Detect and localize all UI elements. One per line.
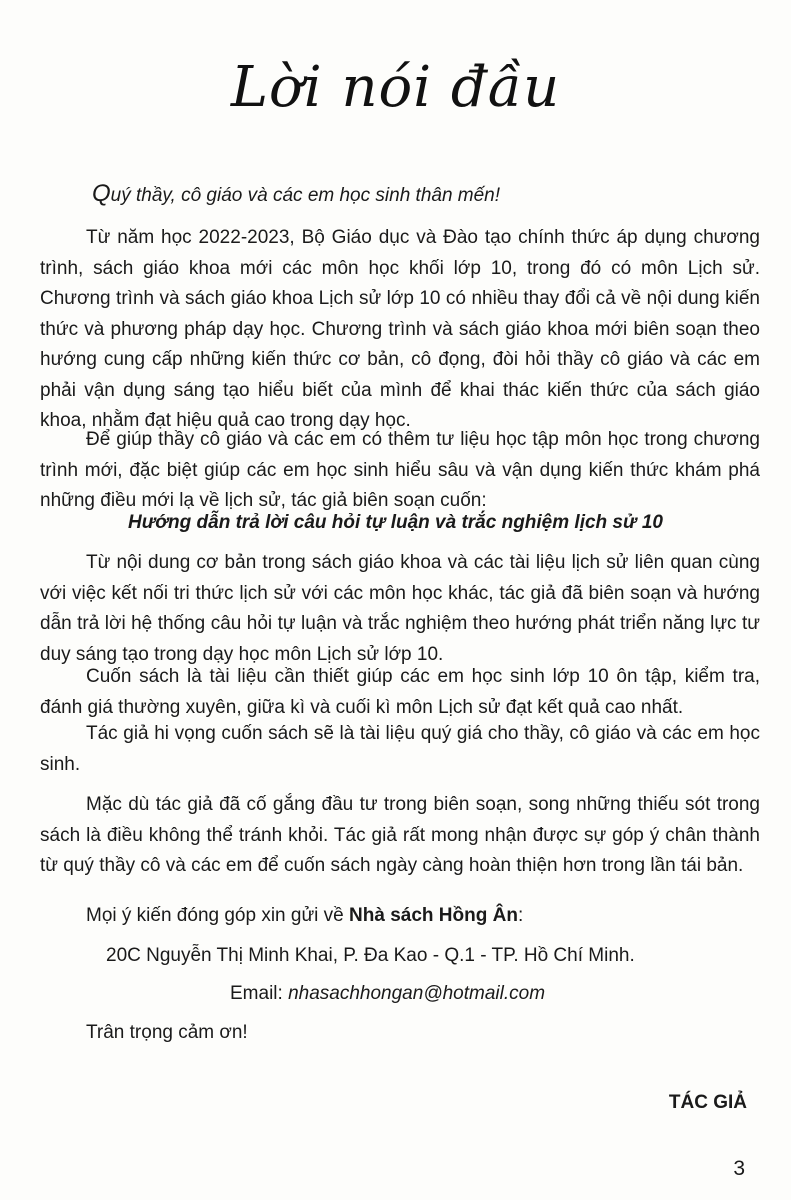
paragraph-3: Từ nội dung cơ bản trong sách giáo khoa và các tài liệu lịch sử liên quan cùng với việc kết nối tri thức lịch sử với các môn học khác, tác giả đã biên soạn và hướng dẫn trả lời hệ thống câu hỏi tự luận và trắc nghiệm theo hướng phát triển năng lực tư duy sáng tạo trong dạy học môn Lịch sử lớp 10. xyxy=(40,552,760,665)
book-title: Hướng dẫn trả lời câu hỏi tự luận và trắc nghiệm lịch sử 10 xyxy=(128,512,663,533)
contact-email xyxy=(230,983,545,1005)
email-label: Email: xyxy=(230,983,283,1004)
closing: Trân trọng cảm ơn! xyxy=(86,1022,248,1043)
email-address: nhasachhongan@hotmail.com xyxy=(288,983,546,1004)
page-title: Lời nói đầu xyxy=(230,55,561,120)
contact-intro xyxy=(86,905,523,927)
paragraph-4: Cuốn sách là tài liệu cần thiết giúp các em học sinh lớp 10 ôn tập, kiểm tra, đánh giá thường xuyên, giữa kì và cuối kì môn Lịch sử đạt kết quả cao nhất. xyxy=(40,666,760,718)
paragraph-1: Từ năm học 2022-2023, Bộ Giáo dục và Đào tạo chính thức áp dụng chương trình, sách giáo khoa mới các môn học khối lớp 10, trong đó có môn Lịch sử. Chương trình và sách giáo khoa Lịch sử lớp 10 có nhiều thay đổi cả về nội dung kiến thức và phương pháp dạy học. Chương trình và sách giáo khoa mới biên soạn theo hướng cung cấp những kiến thức cơ bản, cô đọng, đòi hỏi thầy cô giáo và các em phải vận dụng sáng tạo hiểu biết của mình để khai thác kiến thức của sách giáo khoa, nhằm đạt hiệu quả cao trong dạy học. xyxy=(40,227,760,431)
paragraph-5: Tác giả hi vọng cuốn sách sẽ là tài liệu quý giá cho thầy, cô giáo và các em học sinh. xyxy=(40,723,760,775)
greeting-text: uý thầy, cô giáo và các em học sinh thân mến! xyxy=(110,185,501,206)
paragraph-2: Để giúp thầy cô giáo và các em có thêm tư liệu học tập môn học trong chương trình mới, đặc biệt giúp các em học sinh hiểu sâu và vận dụng kiến thức khám phá những điều mới lạ về lịch sử, tác giả biên soạn cuốn: xyxy=(40,429,760,511)
signature: TÁC GIẢ xyxy=(668,1092,747,1113)
paragraph-6: Mặc dù tác giả đã cố gắng đầu tư trong biên soạn, song những thiếu sót trong sách là điều không thể tránh khỏi. Tác giả rất mong nhận được sự góp ý chân thành từ quý thầy cô và các em để cuốn sách ngày càng hoàn thiện hơn trong lần tái bản. xyxy=(40,794,760,876)
greeting xyxy=(92,180,500,208)
greeting-initial: Q xyxy=(92,180,111,207)
page-number: 3 xyxy=(733,1157,745,1180)
publisher-name: Nhà sách Hồng Ân xyxy=(349,905,518,926)
contact-intro-text: Mọi ý kiến đóng góp xin gửi về xyxy=(86,905,344,926)
contact-address: 20C Nguyễn Thị Minh Khai, P. Đa Kao - Q.1 - TP. Hồ Chí Minh. xyxy=(106,945,635,966)
publisher-suffix: : xyxy=(517,905,524,926)
